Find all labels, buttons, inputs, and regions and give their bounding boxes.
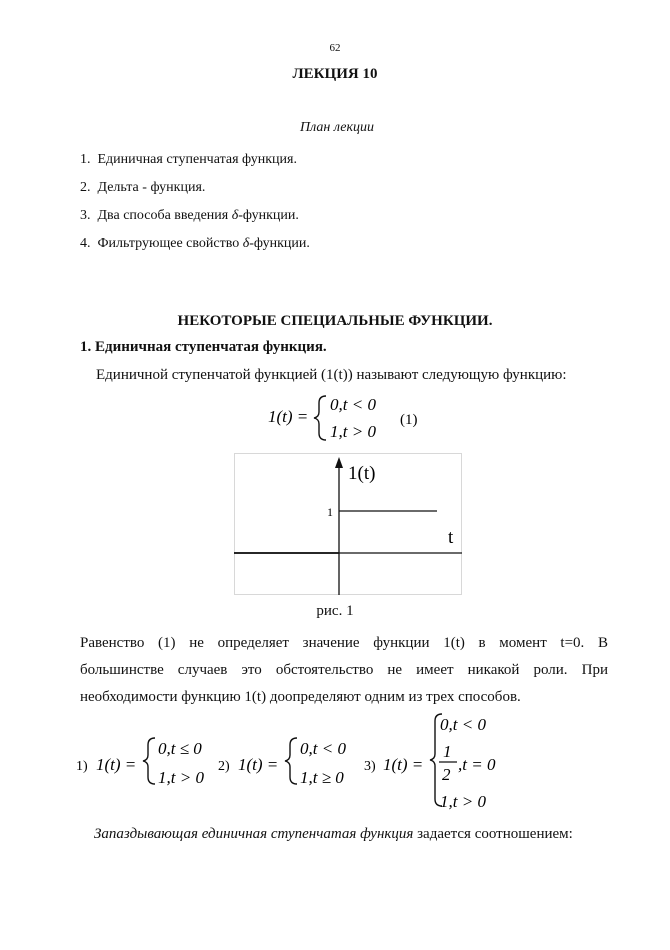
variant-2-case-1: 0,t < 0 bbox=[300, 739, 346, 758]
fraction-numerator: 1 bbox=[443, 742, 452, 761]
variant-2-lhs: 1(t) = bbox=[238, 755, 279, 774]
variant-2-case-2: 1,t ≥ 0 bbox=[300, 768, 344, 787]
left-brace bbox=[314, 396, 326, 440]
lecture-title: ЛЕКЦИЯ 10 bbox=[292, 66, 378, 82]
section-title: НЕКОТОРЫЕ СПЕЦИАЛЬНЫЕ ФУНКЦИИ. bbox=[177, 313, 493, 329]
plan-item-number: 3. bbox=[80, 208, 91, 223]
figure-caption: рис. 1 bbox=[316, 603, 354, 619]
left-brace bbox=[143, 738, 155, 784]
variant-3-case-1: 0,t < 0 bbox=[440, 715, 486, 734]
variant-3-label: 3) bbox=[364, 759, 376, 774]
variant-1-lhs: 1(t) = bbox=[96, 755, 137, 774]
variant-1-case-2: 1,t > 0 bbox=[158, 768, 204, 787]
plan-item-2 bbox=[80, 174, 310, 202]
plan-item-text: Дельта - функция. bbox=[97, 180, 206, 195]
plan-item-text: Фильтрующее свойство bbox=[97, 236, 240, 251]
intro-paragraph: Единичной ступенчатой функцией (1(t)) называют следующую функцию: bbox=[96, 367, 567, 383]
page-number: 62 bbox=[329, 42, 341, 54]
step-function-graph bbox=[234, 453, 462, 595]
plan-item-number: 2. bbox=[80, 180, 91, 195]
formula-1-case-1: 0,t < 0 bbox=[330, 395, 376, 414]
plan-item-text-tail: -функции. bbox=[249, 236, 310, 251]
variant-formulas bbox=[76, 710, 596, 818]
left-brace bbox=[285, 738, 297, 784]
plan-item-text: Два способа введения bbox=[97, 208, 229, 223]
fraction-denominator: 2 bbox=[442, 765, 451, 784]
delta-symbol: δ bbox=[231, 208, 239, 223]
variant-3 bbox=[364, 714, 496, 811]
variant-1 bbox=[76, 738, 204, 787]
formula-1 bbox=[260, 390, 440, 446]
formula-1-lhs: 1(t) = bbox=[268, 407, 309, 426]
plan-item-text-tail: -функции. bbox=[238, 208, 299, 223]
last-line-rest: задается соотношением: bbox=[413, 826, 573, 842]
plan-item-number: 4. bbox=[80, 236, 91, 251]
last-line bbox=[94, 826, 573, 843]
delta-symbol: δ bbox=[242, 236, 250, 251]
tick-label-1: 1 bbox=[327, 505, 333, 519]
plan-title: План лекции bbox=[300, 120, 375, 135]
plan-item-4 bbox=[80, 230, 310, 258]
emphasis-term: Запаздывающая единичная ступенчатая функция bbox=[94, 826, 414, 842]
variant-3-lhs: 1(t) = bbox=[383, 755, 424, 774]
plan-list bbox=[80, 146, 310, 258]
variant-2 bbox=[218, 738, 346, 787]
variant-1-label: 1) bbox=[76, 759, 88, 774]
formula-1-number: (1) bbox=[400, 412, 418, 428]
subsection-title: 1. Единичная ступенчатая функция. bbox=[80, 339, 327, 355]
paragraph-line: большинстве случаев это обстоятельство не имеет никакой роли. При bbox=[80, 662, 608, 678]
variant-3-case-3: 1,t > 0 bbox=[440, 792, 486, 811]
paragraph-line: необходимости функцию 1(t) доопределяют одним из трех способов. bbox=[80, 689, 521, 705]
paragraph-line: Равенство (1) не определяет значение функции 1(t) в момент t=0. В bbox=[80, 635, 608, 651]
variant-1-case-1: 0,t ≤ 0 bbox=[158, 739, 202, 758]
plan-item-number: 1. bbox=[80, 152, 91, 167]
plan-item-1 bbox=[80, 146, 310, 174]
formula-1-case-2: 1,t > 0 bbox=[330, 422, 376, 441]
variant-3-case-2-tail: ,t = 0 bbox=[458, 755, 496, 774]
plan-item-text: Единичная ступенчатая функция. bbox=[97, 152, 297, 167]
variant-2-label: 2) bbox=[218, 759, 230, 774]
paragraph bbox=[80, 630, 608, 711]
x-axis-label: t bbox=[448, 527, 454, 548]
plan-item-3 bbox=[80, 202, 310, 230]
y-axis-label: 1(t) bbox=[348, 463, 376, 484]
